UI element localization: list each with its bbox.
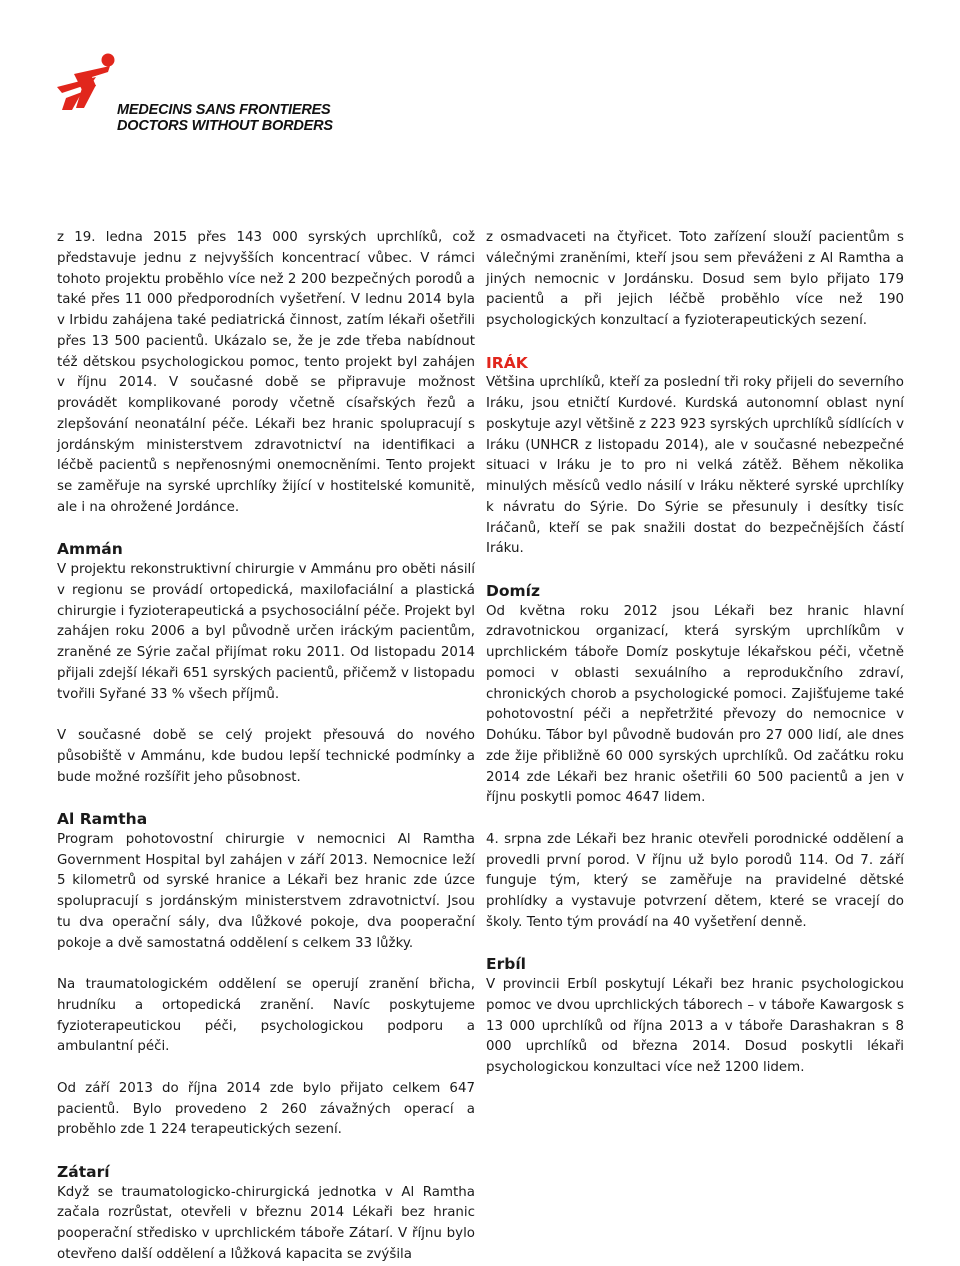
heading-irak: IRÁK [486, 353, 528, 372]
paragraph-amman-1: V projektu rekonstruktivní chirurgie v Ammánu pro oběti násilí v regionu se provádí ortopedická, maxilofaciální a plastická chirurgie i fyzioterapeutická a psychosociální péče. Projekt byl zahájen roku 2006 a byl původně určen iráckým pacientům, zraněné ze Sýrie začal přijímat roku 2011. Od listopadu 2014 přijali zdejší lékaři 651 syrských pacientů, přičemž v listopadu tvořili Syřané 33 % všech příjmů. [57, 562, 475, 702]
paragraph-amman-2: V současné době se celý projekt přesouvá do nového působiště v Ammánu, kde budou lepší technické podmínky a bude možné rozšířit jeho působnost. [57, 728, 475, 785]
msf-logo [52, 52, 332, 142]
paragraph-jordan-intro: z 19. ledna 2015 přes 143 000 syrských uprchlíků, což představuje jednu z nejvyšších koncentrací vůbec. V rámci tohoto projektu proběhlo více než 2 200 bezpečných porodů a také přes 11 000 předporodních vyšetření. V lednu 2014 byla v Irbidu zahájena také pediatrická činnost, zatím lékaři ošetřili přes 13 500 pacientů. Ukázalo se, že je zde třeba nabídnout též dětskou psychologickou pomoc, tento projekt byl zahájen v říjnu 2014. V současné době se připravuje možnost provádět komplikované porody včetně císařských řezů a zlepšování neonatální péče. Lékaři bez hranic spolupracují s jordánským ministerstvem zdravotnictví na identifikaci a léčbě pacientů s nepřenosnými onemocněními. Tento projekt se zaměřuje na syrské uprchlíky žijící v hostitelské komunitě, ale i na ohrožené Jordánce. [57, 230, 475, 515]
heading-domiz: Domíz [486, 581, 541, 600]
heading-al-ramtha: Al Ramtha [57, 810, 148, 828]
left-column [57, 228, 475, 1266]
paragraph-erbil: V provincii Erbíl poskytují Lékaři bez hranic psychologickou pomoc ve dvou uprchlických táborech – v táboře Kawargosk s 13 000 uprchlíků od října 2013 a v táboře Darashakran s 8 000 uprchlíků od března 2014. Dosud poskytli lékaři psychologickou konzultaci více než 1200 lidem. [486, 977, 904, 1075]
heading-amman: Ammán [57, 540, 123, 559]
paragraph-ramtha-1: Program pohotovostní chirurgie v nemocnici Al Ramtha Government Hospital byl zahájen v září 2013. Nemocnice leží 5 kilometrů od syrské hranice a Lékaři bez hranic zde úzce spolupracují s jordánským ministerstvem zdravotnictví. Jsou tu dva operační sály, dva lůžkové pokoje, dva pooperační pokoje a dvě samostatná oddělení s celkem 33 lůžky. [57, 831, 475, 951]
right-column [486, 228, 904, 1079]
heading-zatari: Zátarí [57, 1162, 110, 1181]
heading-erbil: Erbíl [486, 955, 526, 974]
paragraph-domiz-1: Od května roku 2012 jsou Lékaři bez hranic hlavní zdravotnickou organizací, která syrským uprchlíkům v uprchlickém táboře Domíz poskytuje lékařskou péči, včetně pomoci v oblasti sexuálního a reprodukčního zdraví, chronických chorob a psychologické pomoci. Zajišťujeme také pohotovostní péči a nepřetržité převozy do nemocnice v Dohúku. Tábor byl původně budován pro 27 000 lidí, ale dnes zde žije přibližně 60 000 syrských uprchlíků. Od začátku roku 2014 zde Lékaři bez hranic ošetřili 60 500 pacientů a jen v říjnu poskytli pomoc 4647 lidem. [486, 603, 904, 806]
logo-text-english: DOCTORS WITHOUT BORDERS [117, 118, 333, 134]
logo-text-french: MEDECINS SANS FRONTIERES [117, 102, 331, 118]
paragraph-zatari-continued: z osmadvaceti na čtyřicet. Toto zařízení slouží pacientům s válečnými zraněními, kteří jsou sem převáženi z Al Ramtha a jiných nemocnic v Jordánsku. Dosud sem bylo přijato 179 pacientů a při jejich léčbě proběhlo více než 190 psychologických konzultací a fyzioterapeutických sezení. [486, 230, 904, 328]
paragraph-ramtha-3: Od září 2013 do října 2014 zde bylo přijato celkem 647 pacientů. Bylo provedeno 2 260 závažných operací a proběhlo zde 1 224 terapeutických sezení. [57, 1080, 475, 1138]
running-man-logo-icon [52, 52, 124, 112]
paragraph-zatari: Když se traumatologicko-chirurgická jednotka v Al Ramtha začala rozrůstat, otevřeli v březnu 2014 Lékaři bez hranic pooperační středisko v uprchlickém táboře Zátarí. V říjnu bylo otevřeno další oddělení a lůžková kapacita se zvýšila [57, 1184, 475, 1262]
paragraph-irak: Většina uprchlíků, kteří za poslední tři roky přijeli do severního Iráku, jsou etničtí Kurdové. Kurdská autonomní oblast nyní poskytuje azyl většině z 223 923 syrských uprchlíků sídlících v Iráku (UNHCR z listopadu 2014), ale v současné nebezpečné situaci v Iráku je to pro ni velká zátěž. Během několika minulých měsíců vedlo násilí v Iráku některé syrské uprchlíky k návratu do Sýrie. Do Sýrie se přesunuly i desítky tisíc Iráčanů, kteří se pak snažili dostat do bezpečnějších částí Iráku. [486, 375, 904, 557]
paragraph-ramtha-2: Na traumatologickém oddělení se operují zranění břicha, hrudníku a ortopedická zranění. Navíc poskytujeme fyzioterapeutickou péči, psychologickou podporu a ambulantní péči. [57, 977, 475, 1055]
paragraph-domiz-2: 4. srpna zde Lékaři bez hranic otevřeli porodnické oddělení a provedli první porod. V říjnu už bylo porodů 114. Od 7. září funguje tým, který se zaměřuje na pravidelné dětské prohlídky a vystavuje potvrzení dětem, které se vracejí do školy. Tento tým provádí na 40 vyšetření denně. [486, 831, 904, 930]
